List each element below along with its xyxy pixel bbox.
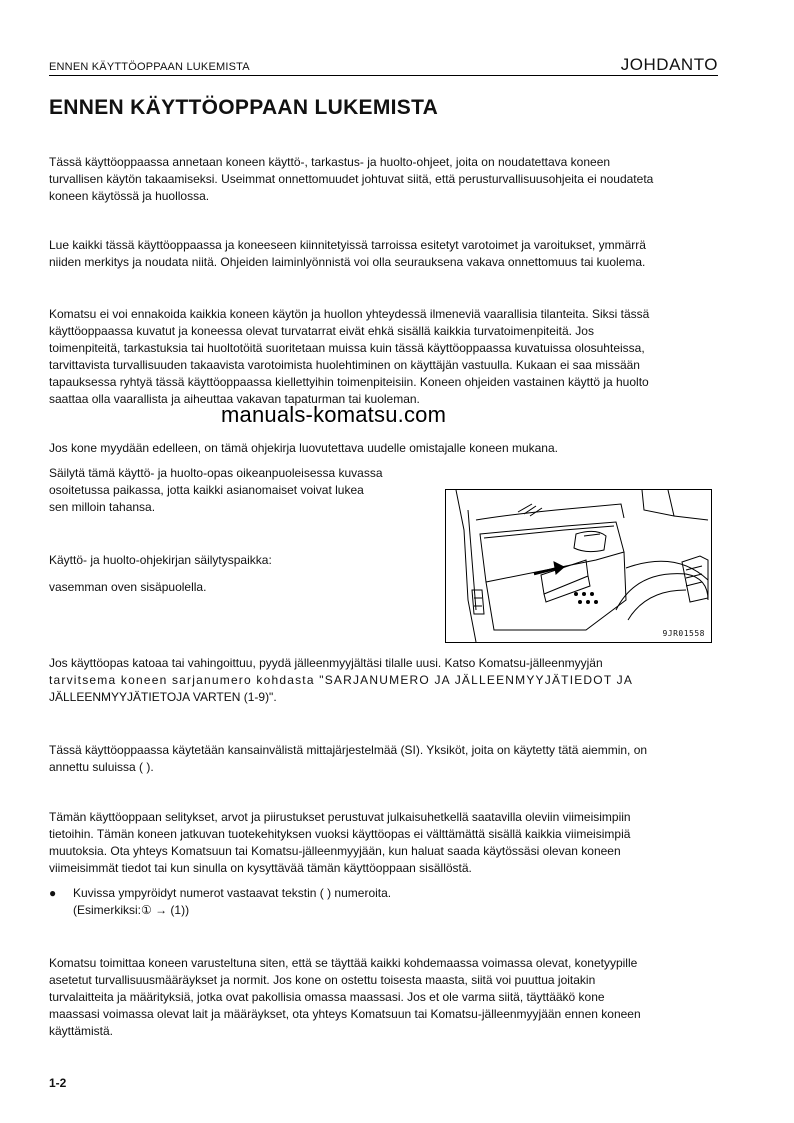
text-line: vasemman oven sisäpuolella. — [49, 580, 207, 594]
header-rule — [49, 75, 718, 76]
paragraph-hazards — [49, 306, 718, 408]
figure-code: 9JR01558 — [662, 629, 705, 638]
text-line: maassasi voimassa olevat lait ja määräykset, ota yhteys Komatsuun tai Komatsu-jälleenmyyjään ennen koneen — [49, 1007, 641, 1021]
text-line: osoitetussa paikassa, jotta kaikki asianomaiset voivat lukea — [49, 483, 364, 497]
text-line: tarvittavista turvallisuuden takaavista varotoimista huolehtiminen on käyttäjän vastuulla. Kukaan ei saa missään — [49, 358, 640, 372]
text-line: tapauksessa ryhtyä tässä käyttöoppaassa kiellettyihin toimenpiteisiin. Koneen ohjeiden vastainen käyttö ja huolto — [49, 375, 649, 389]
cab-door-manual-pocket-illustration — [446, 490, 711, 642]
paragraph-storage-location — [49, 579, 429, 596]
figure-manual-storage — [445, 489, 712, 643]
text-line: Tässä käyttöoppaassa annetaan koneen käyttö-, tarkastus- ja huolto-ohjeet, joita on noudatettava koneen — [49, 155, 611, 169]
text-line: käyttämistä. — [49, 1024, 114, 1038]
text-line: JÄLLEENMYYJÄTIETOJA VARTEN (1-9)". — [49, 690, 277, 704]
text-line: sen milloin tahansa. — [49, 500, 156, 514]
paragraph-regulations — [49, 955, 718, 1040]
text-line: Käyttö- ja huolto-ohjekirjan säilytyspaikka: — [49, 553, 272, 567]
paragraph-replacement-manual — [49, 655, 718, 706]
paragraph-resale — [49, 440, 718, 457]
text-line: tarvitsema koneen sarjanumero kohdasta "SARJANUMERO JA JÄLLEENMYYJÄTIEDOT JA — [49, 673, 634, 687]
watermark-text: manuals-komatsu.com — [221, 402, 447, 427]
text-line: turvalaitteita ja määrityksiä, jotka ovat pakollisia omassa maassasi. Jos et ole varma siitä, täyttääkö kone — [49, 990, 605, 1004]
text-line: viimeisimmät tiedot tai kun sinulla on kysyttävää tämän käyttöoppaan sisällöstä. — [49, 861, 472, 875]
text-line: asetetut turvallisuusmääräykset ja normit. Jos kone on ostettu toisesta maasta, siitä voi puuttua joitakin — [49, 973, 596, 987]
text-line: muutoksia. Ota yhteys Komatsuun tai Komatsu-jälleenmyyjään, kun haluat saada käytössäsi olevan koneen — [49, 844, 621, 858]
paragraph-read-warnings — [49, 237, 718, 271]
text-line: käyttöoppaassa kuvatut ja koneessa olevat turvatarrat eivät ehkä sisällä kaikkia turvatoimenpiteitä. Jos — [49, 324, 594, 338]
paragraph-si-units — [49, 742, 718, 776]
text-line: turvallisen käytön takaamiseksi. Useimmat onnettomuudet johtuvat siitä, että perusturvallisuusohjeita ei noudateta — [49, 172, 654, 186]
page-number: 1-2 — [49, 1076, 67, 1090]
running-header-chapter: JOHDANTO — [620, 55, 718, 74]
text-line: Tämän käyttöoppaan selitykset, arvot ja piirustukset perustuvat julkaisuhetkellä saatavilla oleviin viimeisimpiin — [49, 810, 631, 824]
bullet-text: Kuvissa ympyröidyt numerot vastaavat tekstin ( ) numeroita. — [73, 886, 392, 900]
bullet-example: (Esimerkiksi:① → (1)) — [73, 903, 190, 917]
bullet-icon: ● — [49, 886, 57, 900]
text-line: koneen käytössä ja huollossa. — [49, 189, 210, 203]
paragraph-storage — [49, 465, 429, 516]
text-line: saattaa olla vaarallista ja aiheuttaa vakavan tapaturman tai kuoleman. — [49, 392, 420, 406]
text-line: Jos käyttöopas katoaa tai vahingoittuu, pyydä jälleenmyyjältäsi tilalle uusi. Katso Komatsu-jälleenmyyjän — [49, 656, 603, 670]
text-line: annettu suluissa ( ). — [49, 760, 154, 774]
text-line: Komatsu ei voi ennakoida kaikkia koneen käytön ja huollon yhteydessä ilmeneviä vaarallisia tilanteita. Siksi tässä — [49, 307, 650, 321]
paragraph-intro — [49, 154, 718, 205]
text-line: Tässä käyttöoppaassa käytetään kansainvälistä mittajärjestelmää (SI). Yksiköt, joita on käytetty tätä aiemmin, on — [49, 743, 648, 757]
text-line: Säilytä tämä käyttö- ja huolto-opas oikeanpuoleisessa kuvassa — [49, 466, 383, 480]
text-line: niiden merkitys ja noudata niitä. Ohjeiden laiminlyönnistä voi olla seurauksena vakava onnettomuus tai kuolema. — [49, 255, 646, 269]
paragraph-storage-location-label — [49, 552, 429, 569]
text-line: Komatsu toimittaa koneen varusteltuna siten, että se täyttää kaikki kohdemaassa voimassa olevat, konetyypille — [49, 956, 638, 970]
text-line: Lue kaikki tässä käyttöoppaassa ja koneeseen kiinnitetyissä tarroissa esitetyt varotoimet ja varoitukset, ymmärrä — [49, 238, 646, 252]
text-line: toimenpiteitä, tarkastuksia tai huoltotöitä suoritetaan muissa kuin tässä käyttöoppaassa kuvatuissa olosuhteissa, — [49, 341, 645, 355]
text-line: tietoihin. Tämän koneen jatkuvan tuotekehityksen vuoksi käyttöopas ei välttämättä sisällä kaikkia viimeisimpiä — [49, 827, 631, 841]
text-line: Jos kone myydään edelleen, on tämä ohjekirja luovutettava uudelle omistajalle koneen mukana. — [49, 441, 558, 455]
page-title: ENNEN KÄYTTÖOPPAAN LUKEMISTA — [49, 96, 439, 119]
paragraph-latest-info — [49, 809, 718, 877]
running-header-section: ENNEN KÄYTTÖOPPAAN LUKEMISTA — [49, 61, 250, 73]
